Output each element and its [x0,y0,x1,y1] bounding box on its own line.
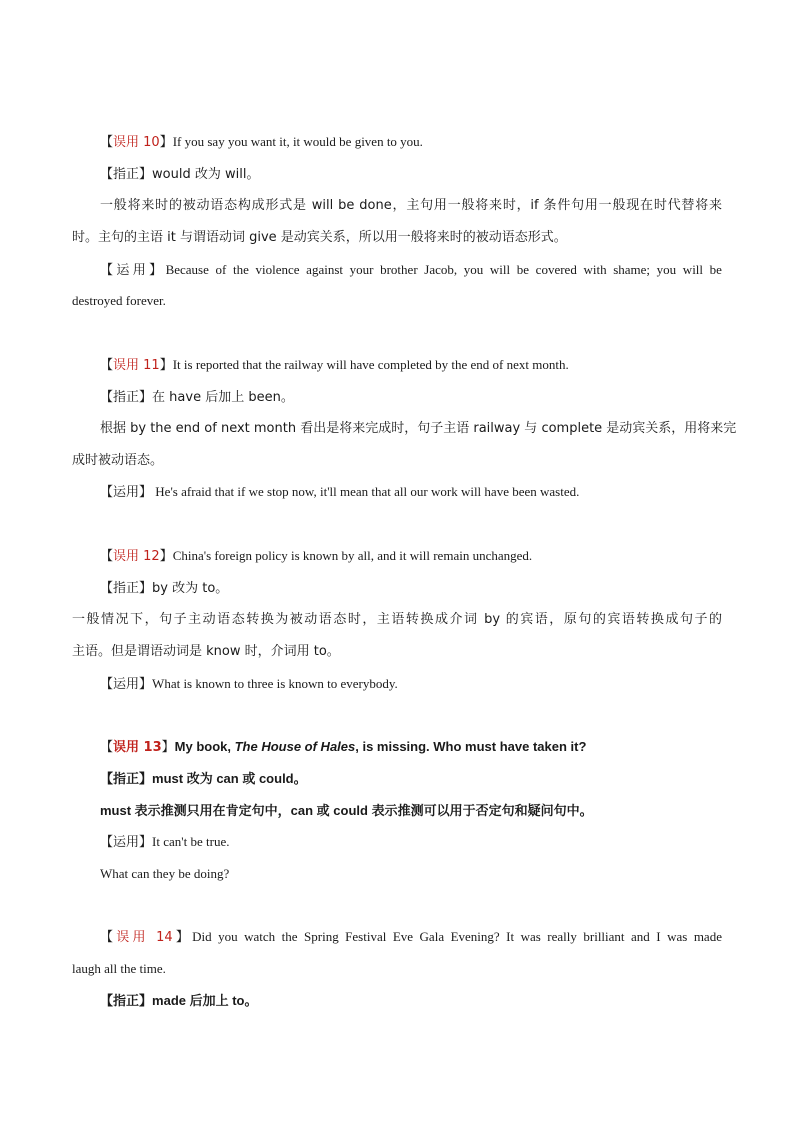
error-text-12: China's foreign policy is known by all, and it will remain unchanged. [172,548,533,563]
use-text-13a: It can't be true. [152,834,230,849]
fix-text-12: by 改为 to。 [152,581,229,596]
use-tag-11: 【运用】 [100,485,153,500]
fix-tag-14: 【指正】 [100,994,153,1009]
explain-13-line1: must 表示推测只用在肯定句中，can 或 could 表示推测可以用于否定句和疑问句中。 [100,803,593,818]
use-text-10a: Because of the violence against your brother Jacob, you will be covered with shame; you will be [165,262,722,277]
error-line-14a [100,928,722,947]
explain-10-line1: 一般将来时的被动语态构成形式是 will be done，主句用一般将来时，if 条件句用一般现在时代替将来 [100,198,722,213]
error-text-10: If you say you want it, it would be given to you. [172,134,423,149]
use-line-10a [100,261,722,280]
explain-12-line1: 一般情况下，句子主动语态转换为被动语态时，主语转换成介词 by 的宾语，原句的宾语转换成句子的 [72,612,722,627]
explain-12-line2: 主语。但是谓语动词是 know 时，介词用 to。 [72,644,340,659]
fix-line-12 [100,579,228,598]
fix-line-10 [100,165,259,184]
error-tag-12: 【误用 12】 [100,549,173,564]
use-text-12: What is known to three is known to everybody. [152,676,398,691]
explain-10-line2: 时。主句的主语 it 与谓语动词 give 是动宾关系，所以用一般将来时的被动语态形式。 [72,230,567,245]
error-text-13c: , is missing. Who must have taken it? [355,739,587,754]
error-tag-10: 【误用 10】 [100,135,173,150]
explain-11-line1: 根据 by the end of next month 看出是将来完成时，句子主语 railway 与 complete 是动宾关系，用将来完 [100,421,737,436]
use-text-11: He's afraid that if we stop now, it'll mean that all our work will have been wasted. [152,484,580,499]
fix-tag-13: 【指正】 [100,772,153,787]
error-line-11 [100,356,569,375]
use-line-12 [100,675,398,694]
use-tag-13: 【运用】 [100,835,153,850]
error-tag-13: 【误用 13】 [100,740,175,755]
error-tag-11: 【误用 11】 [100,358,173,373]
use-tag-10: 【运用】 [100,263,166,278]
fix-tag-11: 【指正】 [100,390,153,405]
fix-tag-12: 【指正】 [100,581,153,596]
error-line-12 [100,547,532,566]
fix-text-10: would 改为 will。 [152,167,260,182]
fix-text-13: must 改为 can 或 could。 [152,771,307,786]
explain-11-line2: 成时被动语态。 [72,453,164,468]
error-text-14a: Did you watch the Spring Festival Eve Gala Evening? It was really brilliant and I was made [192,929,722,944]
use-text-13b: What can they be doing? [100,866,230,881]
error-text-13a: My book, [174,739,235,754]
fix-text-14: made 后加上 to。 [152,993,258,1008]
fix-line-11 [100,388,294,407]
book-title: The House of Hales [234,739,356,754]
error-line-13 [100,738,586,757]
use-line-11 [100,483,579,502]
fix-tag-10: 【指正】 [100,167,153,182]
error-tag-14: 【误用 14】 [100,930,193,945]
fix-line-13 [100,770,307,789]
use-line-13a [100,833,229,852]
error-line-10 [100,133,423,152]
use-tag-12: 【运用】 [100,677,153,692]
fix-line-14 [100,992,258,1011]
fix-text-11: 在 have 后加上 been。 [152,390,294,405]
use-text-10b: destroyed forever. [72,293,166,308]
error-text-11: It is reported that the railway will have completed by the end of next month. [172,357,569,372]
error-text-14b: laugh all the time. [72,961,166,976]
